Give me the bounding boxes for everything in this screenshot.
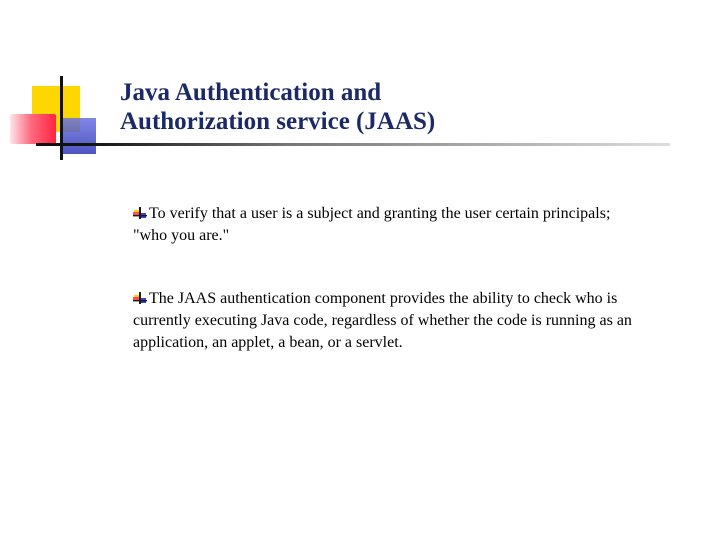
bullet-text: The JAAS authentication component provides the ability to check who is currently executing Java code, regardless of whether the code is running as an application, an applet, a bean, or a servlet. <box>133 290 632 351</box>
bullet-item <box>133 288 633 354</box>
multicolor-bullet-icon <box>133 292 147 304</box>
bullet-text: To verify that a user is a subject and granting the user certain principals; "who you are." <box>133 205 611 244</box>
logo-blue-square <box>60 118 96 154</box>
logo-red-bar <box>10 114 56 144</box>
slide-title: Java Authentication and Authorization service (JAAS) <box>120 79 436 135</box>
title-underline <box>36 143 670 146</box>
logo-vertical-line <box>60 76 63 160</box>
multicolor-bullet-icon <box>133 207 147 219</box>
bullet-item <box>133 203 633 247</box>
